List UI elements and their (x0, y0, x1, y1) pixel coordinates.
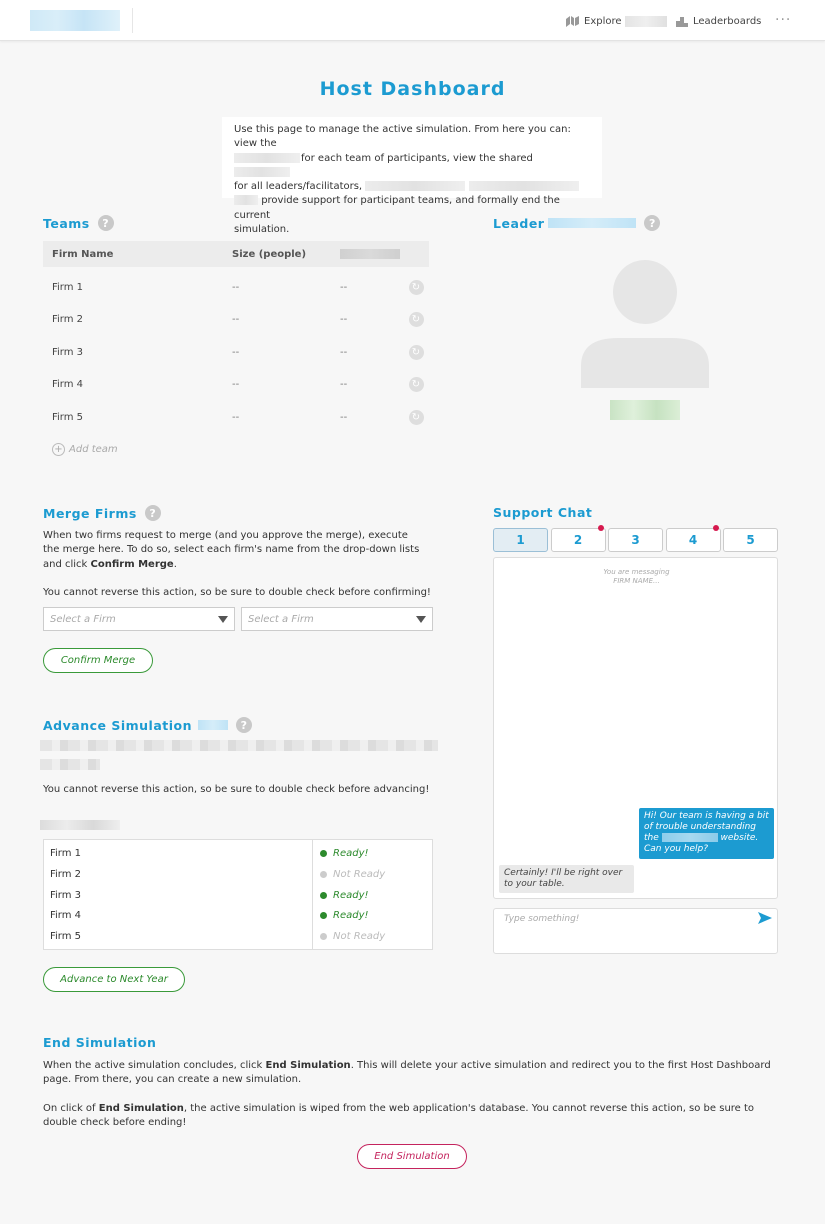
table-row (44, 885, 432, 906)
table-row (44, 843, 432, 864)
chat-tab-3[interactable] (608, 528, 663, 552)
status (312, 869, 432, 880)
redacted-text (198, 720, 228, 730)
firm-size: -- (232, 314, 240, 326)
leader-title (493, 215, 660, 231)
intro-line: provide support for participant teams, and formally end the current (234, 195, 560, 221)
status-dot-icon (320, 871, 327, 878)
firm-name: Firm 4 (50, 909, 82, 921)
intro-line: simulation. (234, 224, 290, 236)
redacted-text (625, 16, 667, 27)
redacted-text (40, 740, 438, 771)
send-icon[interactable] (758, 912, 772, 924)
chat-tabs (493, 528, 781, 552)
help-icon[interactable]: ? (644, 215, 660, 231)
chat-info-line: You are messaging (603, 568, 670, 576)
firm-name: Firm 4 (52, 379, 84, 391)
firm-extra: -- (340, 411, 348, 423)
column-header-redacted (331, 249, 403, 260)
message-incoming: Certainly! I'll be right over to your table. (499, 865, 634, 893)
table-row (43, 304, 429, 337)
avatar-placeholder-icon (578, 258, 712, 388)
chat-input-placeholder: Type something! (504, 914, 580, 924)
firm-extra: -- (340, 346, 348, 358)
chat-tab-5[interactable] (723, 528, 778, 552)
firm-name: Firm 1 (50, 847, 82, 859)
chat-title-text: Support Chat (493, 505, 593, 520)
help-icon[interactable]: ? (145, 505, 161, 521)
table-row (43, 271, 429, 304)
redacted-text (234, 167, 290, 177)
status-dot-icon (320, 912, 327, 919)
top-bar (0, 0, 825, 41)
advance-year-button[interactable]: Advance to Next Year (43, 967, 185, 992)
unread-badge (713, 525, 719, 531)
merge-desc-text: When two firms request to merge (and you approve the merge), execute the merge here. To do so, select each firm's name from the drop-down lists and click (43, 530, 420, 570)
chat-title (493, 505, 592, 520)
divider (132, 8, 133, 33)
end-desc-bold: End Simulation (265, 1060, 351, 1071)
merge-title-text: Merge Firms (43, 505, 137, 521)
chat-info-line: FIRM NAME... (613, 577, 660, 585)
message-text: website. Can you help? (644, 833, 759, 854)
teams-table (43, 241, 429, 434)
intro-text (222, 117, 602, 236)
firm-size: -- (232, 346, 240, 358)
message-outgoing (639, 808, 774, 859)
chat-tab-2[interactable] (551, 528, 606, 552)
teams-table-header (43, 241, 429, 267)
end-desc-bold: End Simulation (98, 1103, 184, 1114)
firm-size: -- (232, 281, 240, 293)
tab-label: 1 (516, 533, 525, 547)
redacted-text (234, 153, 300, 163)
firm-extra: -- (340, 281, 348, 293)
end-desc-text: . This will delete your active simulation and redirect you to the first Host Dashboard page. From there, you can create a new simulation. (43, 1060, 771, 1086)
chat-input[interactable] (493, 908, 778, 954)
status-dot-icon (320, 933, 327, 940)
intro-line: Use this page to manage the active simulation. From here you can: view the (234, 124, 571, 150)
nav-leaderboards[interactable] (676, 13, 761, 29)
redacted-text (365, 181, 465, 191)
status-text: Ready! (333, 909, 369, 921)
table-row (44, 905, 432, 926)
refresh-icon[interactable]: ↻ (409, 410, 424, 425)
refresh-icon[interactable]: ↻ (409, 377, 424, 392)
status (312, 910, 432, 921)
teams-title (43, 215, 114, 231)
intro-line: for each team of participants, view the shared (301, 152, 533, 164)
merge-description (43, 529, 423, 572)
table-row (43, 369, 429, 402)
teams-title-text: Teams (43, 215, 90, 231)
status-text: Not Ready (333, 868, 386, 880)
merge-title (43, 505, 161, 521)
logo[interactable] (30, 10, 120, 31)
end-simulation-button[interactable]: End Simulation (357, 1144, 467, 1169)
firm-name: Firm 5 (50, 930, 82, 942)
select-placeholder: Select a Firm (50, 613, 116, 625)
firm-select-1[interactable] (43, 607, 235, 631)
end-description-1 (43, 1059, 778, 1088)
chat-tab-4[interactable] (666, 528, 721, 552)
table-row (43, 401, 429, 434)
end-desc-text: When the active simulation concludes, click (43, 1060, 263, 1071)
leader-name-redacted (610, 400, 680, 420)
firm-name: Firm 3 (52, 346, 84, 358)
end-description-2 (43, 1102, 783, 1131)
status (312, 931, 432, 942)
help-icon[interactable]: ? (98, 215, 114, 231)
refresh-icon[interactable]: ↻ (409, 312, 424, 327)
status-dot-icon (320, 892, 327, 899)
firm-name: Firm 2 (52, 314, 84, 326)
refresh-icon[interactable]: ↻ (409, 280, 424, 295)
status-text: Ready! (333, 847, 369, 859)
select-placeholder: Select a Firm (248, 613, 314, 625)
podium-icon (676, 16, 688, 27)
tab-label: 4 (688, 533, 698, 547)
add-team-button[interactable] (52, 443, 118, 456)
nav-leaderboards-label: Leaderboards (693, 15, 762, 27)
redacted-text (469, 181, 579, 191)
end-title (43, 1035, 156, 1050)
merge-desc-bold: Confirm Merge (90, 558, 174, 570)
tab-label: 5 (746, 533, 755, 547)
status (312, 848, 432, 859)
firm-name: Firm 2 (50, 868, 82, 880)
tab-label: 3 (631, 533, 640, 547)
table-row (44, 926, 432, 947)
redacted-text (548, 218, 636, 228)
more-menu-icon[interactable]: ··· (775, 12, 792, 28)
nav-explore-label: Explore (584, 15, 622, 27)
status-text: Ready! (333, 889, 369, 901)
status (312, 890, 432, 901)
add-team-label: Add team (69, 444, 118, 455)
help-icon[interactable]: ? (236, 717, 252, 733)
confirm-merge-button[interactable]: Confirm Merge (43, 648, 153, 673)
redacted-text (234, 195, 258, 205)
firm-extra: -- (340, 314, 348, 326)
explore-icon (566, 16, 579, 27)
advance-status-table (43, 839, 433, 950)
leader-title-text: Leader (493, 215, 545, 231)
tab-label: 2 (573, 533, 583, 547)
refresh-icon[interactable]: ↻ (409, 345, 424, 360)
table-row (43, 336, 429, 369)
intro-line: for all leaders/facilitators, (234, 181, 363, 193)
unread-badge (598, 525, 604, 531)
nav-explore[interactable] (566, 13, 667, 29)
firm-name: Firm 1 (52, 281, 84, 293)
firm-select-2[interactable] (241, 607, 433, 631)
firm-extra: -- (340, 379, 348, 391)
advance-title (43, 717, 252, 733)
dropdown-arrow-icon (416, 616, 426, 623)
firm-size: -- (232, 379, 240, 391)
chat-recipient-info (494, 568, 779, 586)
redacted-text (662, 833, 718, 842)
firm-size: -- (232, 411, 240, 423)
message-text: Hi! Our team is having a bit of trouble understanding the (644, 811, 769, 843)
end-title-text: End Simulation (43, 1035, 157, 1050)
page-title: Host Dashboard (319, 78, 506, 100)
redacted-text (40, 820, 120, 830)
firm-name: Firm 5 (52, 411, 84, 423)
merge-desc-end: . (173, 558, 177, 570)
advance-title-text: Advance Simulation (43, 717, 193, 733)
chat-window[interactable] (493, 557, 778, 899)
dropdown-arrow-icon (218, 616, 228, 623)
table-row (44, 864, 432, 885)
advance-warning: You cannot reverse this action, so be sure to double check before advancing! (43, 784, 430, 795)
status-dot-icon (320, 850, 327, 857)
end-desc-text: , the active simulation is wiped from the web application's database. You cannot reverse this action, so be sure to double check before ending! (43, 1103, 755, 1129)
status-text: Not Ready (333, 930, 386, 942)
chat-tab-1[interactable] (493, 528, 548, 552)
merge-warning: You cannot reverse this action, so be sure to double check before confirming! (43, 587, 431, 598)
end-desc-text: On click of (43, 1103, 96, 1114)
firm-name: Firm 3 (50, 889, 82, 901)
column-header-size: Size (people) (232, 248, 307, 260)
column-header-firm: Firm Name (52, 248, 114, 260)
plus-circle-icon: + (52, 443, 65, 456)
